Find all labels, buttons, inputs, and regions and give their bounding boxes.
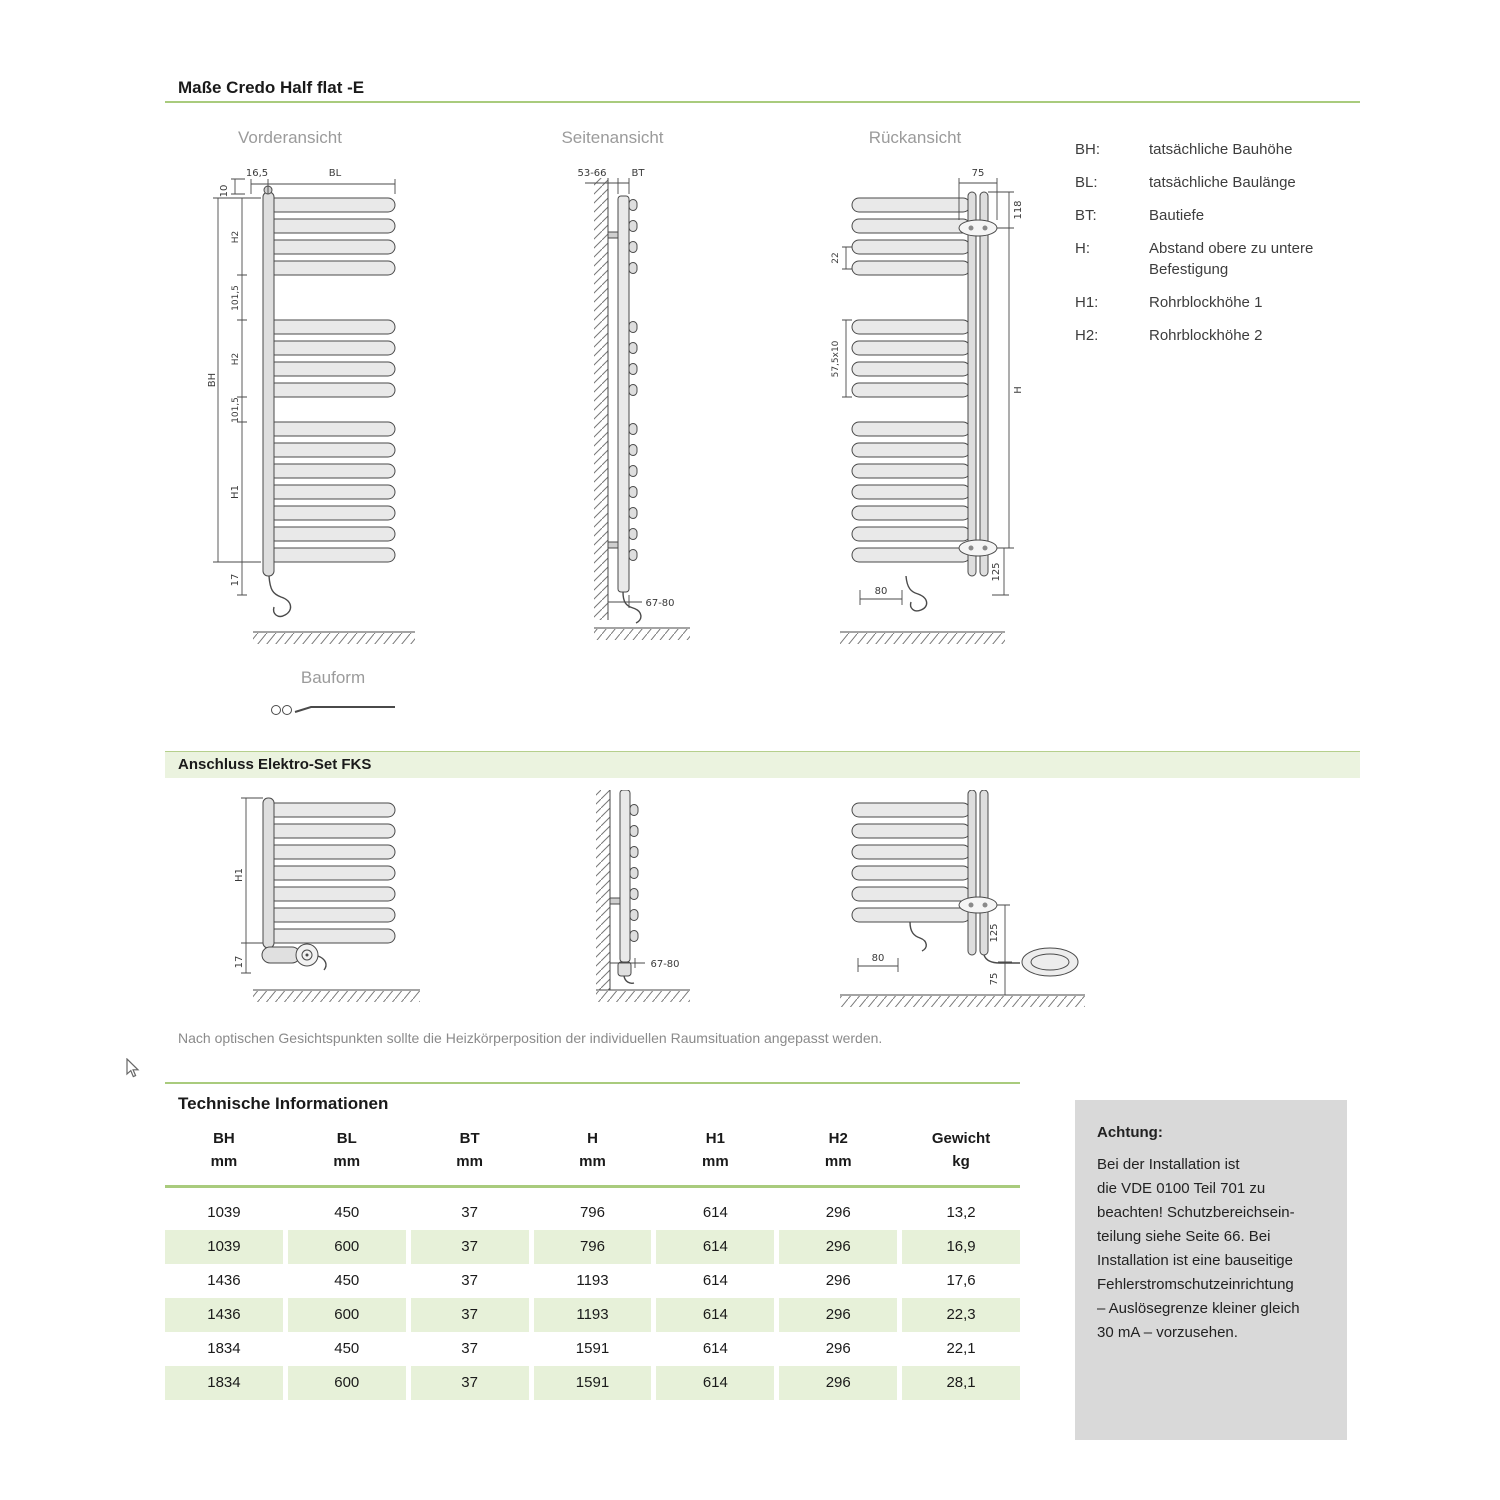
warning-line: – Auslösegrenze kleiner gleich [1097,1300,1300,1317]
fks-rear-drawing [830,790,1090,1020]
legend-item: BT: Bautiefe [1075,207,1205,224]
radiator-profile [618,196,629,592]
table-cell: 450 [334,1272,360,1289]
bauform-label: Bauform [300,668,366,687]
legend-item: H1: Rohrblockhöhe 1 [1075,294,1263,311]
table-header-cell: BT mm [456,1130,483,1170]
table-header-cell: Gewicht kg [931,1130,991,1170]
fks-side-drawing [565,790,695,1020]
table-cell: 22,1 [946,1340,976,1357]
heating-element [618,962,631,976]
rear-view-drawing [830,150,1080,730]
table-divider [165,1082,1020,1084]
collector-tube-2 [980,192,988,576]
collector-tube-1 [968,790,976,955]
rear-view-label: Rückansicht [868,128,962,147]
table-cell: 600 [288,1298,406,1332]
mounting-bracket-bottom [959,540,997,556]
mouse-cursor-icon [126,1058,140,1079]
dim-label-10: 10 [219,184,230,198]
table-cell: 1436 [207,1272,241,1289]
table-cell: 796 [534,1230,652,1264]
table-cell: 16,9 [902,1230,1020,1264]
mounting-bracket-top [959,220,997,236]
dim-label-gap-b: 101,5 [231,397,241,423]
table-cell: 796 [579,1204,605,1221]
legend-item: BH: tatsächliche Bauhöhe [1075,141,1293,158]
ground-hatch [596,991,690,1002]
section-elektro-title: Anschluss Elektro-Set FKS [178,756,372,773]
table-header-cell: BH mm [210,1130,238,1170]
dim-label-h2a: H2 [231,230,241,244]
table-cell: 614 [702,1272,728,1289]
table-cell: 1193 [534,1298,652,1332]
table-cell: 37 [461,1204,478,1221]
dim-label-bt: BT [631,168,645,179]
table-cell: 1039 [165,1230,283,1264]
radiator-bars [852,198,970,562]
collector-tube-1 [968,192,976,576]
dim-label-17: 17 [234,955,245,969]
bauform-icon [268,694,403,720]
table-cell: 600 [288,1230,406,1264]
dim-label-6780: 67-80 [645,598,675,609]
dim-label-bh: BH [207,372,218,388]
warning-text [1097,1153,1325,1345]
radiator-bars [852,803,970,922]
dim-label-125: 125 [989,923,1000,943]
front-view-drawing [185,150,420,730]
side-view-label: Seitenansicht [561,128,664,147]
dim-label-h: H [1013,386,1024,394]
side-view-drawing [530,150,695,730]
table-cell: 614 [656,1298,774,1332]
table-cell: 1834 [165,1366,283,1400]
collector-tube [263,192,274,576]
table-cell: 614 [702,1204,728,1221]
wall-hatch [596,790,610,990]
dim-label-22: 22 [831,252,841,264]
wall-bracket-bottom [608,542,618,548]
power-cable [906,576,927,611]
dim-label-h2b: H2 [231,352,241,366]
table-cell: 1591 [534,1366,652,1400]
warning-box [1075,1100,1347,1440]
table-cell: 614 [656,1366,774,1400]
dim-label-80: 80 [874,586,888,597]
dim-label-bl: BL [328,168,342,179]
technical-table [165,1127,1020,1400]
legend-item: H: Abstand obere zu untere Befestigung [1075,240,1314,278]
table-row [165,1298,1020,1332]
collector-tube-2 [980,790,988,955]
table-cell: 37 [461,1340,478,1357]
dim-label-75: 75 [971,168,985,179]
dim-label-80: 80 [871,953,885,964]
power-cable [318,956,326,970]
warning-line: Bei der Installation ist [1097,1156,1240,1173]
ground-hatch [840,996,1085,1007]
table-header-cell: H2 mm [824,1130,852,1170]
table-cell: 17,6 [946,1272,976,1289]
table-cell: 28,1 [902,1366,1020,1400]
ground-hatch [253,991,420,1002]
dim-label-block: 57,5x10 [831,340,841,378]
table-cell: 1193 [576,1272,609,1289]
table-cell: 296 [779,1230,897,1264]
legend-item: H2: Rohrblockhöhe 2 [1075,327,1263,344]
position-note: Nach optischen Gesichtspunkten sollte die Heizkörperposition der individuellen Raumsituation angepasst werden. [178,1030,883,1046]
dimension-legend [1075,139,1355,358]
table-cell: 600 [288,1366,406,1400]
legend-item: BL: tatsächliche Baulänge [1075,174,1296,191]
table-cell: 296 [779,1298,897,1332]
table-cell: 450 [334,1204,360,1221]
table-cell: 1436 [165,1298,283,1332]
table-cell: 13,2 [946,1204,976,1221]
table-header-cell: BL mm [333,1130,361,1170]
radiator-profile [620,790,630,962]
dim-label-h1: H1 [230,485,241,499]
table-header-cell: H mm [579,1130,606,1170]
table-row [165,1230,1020,1264]
radiator-bars [268,198,395,562]
warning-line: die VDE 0100 Teil 701 zu [1097,1180,1266,1197]
wall-bracket-top [608,232,618,238]
table-cell: 1039 [207,1204,241,1221]
dim-label-h1: H1 [234,868,245,882]
fks-front-drawing [215,790,425,1020]
mounting-bracket [959,897,997,913]
table-cell: 37 [411,1298,529,1332]
table-cell: 296 [825,1340,851,1357]
table-header-row [165,1127,1020,1173]
page-title: Maße Credo Half flat -E [178,78,365,97]
ground-hatch [253,633,415,644]
table-cell: 1591 [575,1340,610,1357]
warning-line: beachten! Schutzbereichsein- [1097,1204,1295,1221]
table-cell: 296 [825,1204,851,1221]
ground-hatch [840,633,1005,644]
power-cable [624,976,634,983]
dim-label-6780: 67-80 [650,959,680,970]
table-header-cell: H1 mm [702,1130,729,1170]
table-row [165,1196,1020,1230]
dim-label-118: 118 [1013,200,1024,220]
table-row [165,1366,1020,1400]
warning-line: 30 mA – vorzusehen. [1097,1324,1238,1341]
dim-label-17: 17 [230,573,241,587]
front-view-label: Vorderansicht [238,128,342,147]
dim-label-125: 125 [991,562,1002,582]
collector-tube [263,798,274,948]
power-cable [623,592,641,623]
table-cell: 296 [779,1366,897,1400]
dim-label-gap-a: 101,5 [231,285,241,311]
radiator-bars [268,803,395,943]
wall-hatch [594,178,608,620]
table-cell: 37 [461,1272,478,1289]
power-cable [910,922,926,951]
table-cell: 450 [334,1340,360,1357]
table-cell: 22,3 [902,1298,1020,1332]
table-cell: 1834 [207,1340,241,1357]
table-row [165,1264,1020,1298]
warning-line: Fehlerstromschutzeinrichtung [1097,1276,1294,1293]
heating-element-housing [262,947,300,963]
table-row [165,1332,1020,1366]
fks-element [1022,948,1078,976]
power-cable [269,576,291,616]
table-cell: 37 [411,1366,529,1400]
title-divider [165,101,1360,103]
table-header-divider [165,1185,1020,1188]
table-cell: 37 [411,1230,529,1264]
warning-line: teilung siehe Seite 66. Bei [1097,1228,1271,1245]
dim-label-165: 16,5 [245,168,269,179]
table-cell: 614 [656,1230,774,1264]
warning-line: Installation ist eine bauseitige [1097,1252,1293,1269]
table-title: Technische Informationen [178,1094,389,1113]
tube-ends [630,805,638,942]
dim-label-wall: 53-66 [577,168,607,179]
section-elektro-header [165,751,1360,778]
tube-ends [629,200,637,561]
table-cell: 296 [825,1272,851,1289]
warning-title: Achtung: [1097,1124,1163,1141]
dim-label-75: 75 [989,972,1000,986]
ground-hatch [594,629,690,640]
table-cell: 614 [702,1340,728,1357]
wall-bracket [610,898,620,904]
table-body [165,1196,1020,1400]
